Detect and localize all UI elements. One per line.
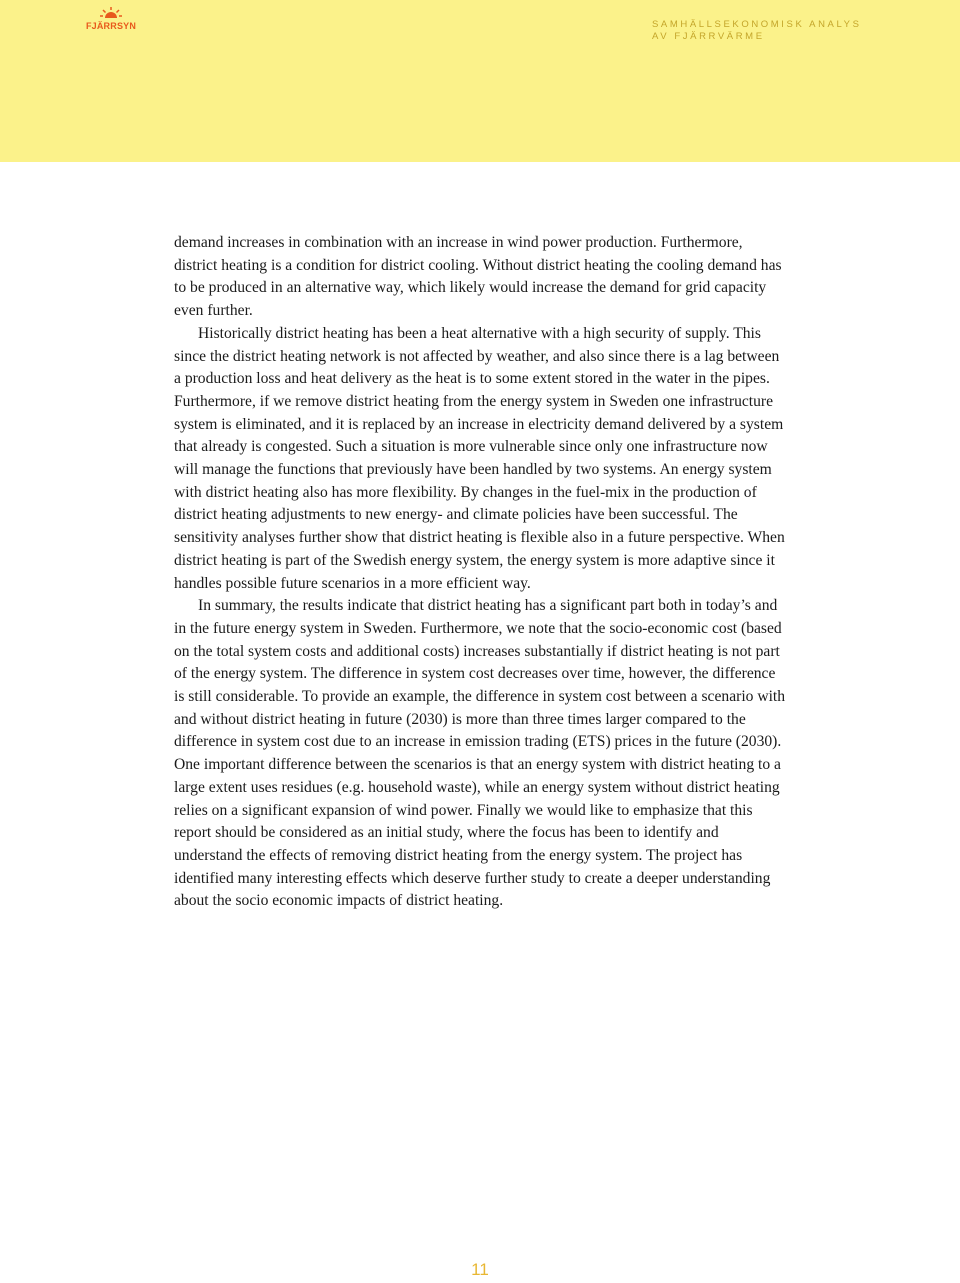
page-number: 11 [471,1260,489,1279]
series-title: SAMHÄLLSEKONOMISK ANALYS AV FJÄRRVÄRME [652,19,862,42]
fjarrsyn-logo [83,6,143,34]
paragraph: demand increases in combination with an increase in wind power production. Furthermore, district heating is a condition for district cooling. Without district heating the cooling demand has to be produced in an alternative way, which likely would increase the demand for grid capacity even further. [174,234,782,320]
body-text [174,232,786,913]
paragraph: Historically district heating has been a heat alternative with a high security of supply. This since the district heating network is not affected by weather, and also since there is a lag between a production loss and heat delivery as the heat is to some extent stored in the water in the pipes. Furthermore, if we remove district heating from the energy system in Sweden one infrastructure system is eliminated, and it is replaced by an increase in electricity demand delivered by a system that already is congested. Such a situation is more vulnerable since only one infrastructure now will manage the functions that previously have been handled by two systems. An energy system with district heating also has more flexibility. By changes in the fuel-mix in the production of district heating adjustments to new energy- and climate policies have been successful. The sensitivity analyses further show that district heating is flexible also in a future perspective. When district heating is part of the Swedish energy system, the energy system is more adaptive since it handles possible future scenarios in a more efficient way. [174,324,785,592]
sun-icon [100,6,122,20]
header-band [0,0,960,162]
paragraph: In summary, the results indicate that district heating has a significant part both in today’s and in the future energy system in Sweden. Furthermore, we note that the socio-economic cost (based on the total system costs and additional costs) increases substantially if district heating is not part of the energy system. The difference in system cost decreases over time, however, the difference is still considerable. To provide an example, the difference in system cost between a scenario with and without district heating in future (2030) is more than three times larger compared to the difference in system cost due to an increase in emission trading (ETS) prices in the future (2030). One important difference between the scenarios is that an energy system with district heating to a large extent uses residues (e.g. household waste), while an energy system without district heating relies on a significant expansion of wind power. Finally we would like to emphasize that this report should be considered as an initial study, where the focus has been to identify and understand the effects of removing district heating from the energy system. The project has identified many interesting effects which deserve further study to create a deeper understanding about the socio economic impacts of district heating. [174,597,786,910]
logo-text: FJÄRRSYN [85,21,137,31]
